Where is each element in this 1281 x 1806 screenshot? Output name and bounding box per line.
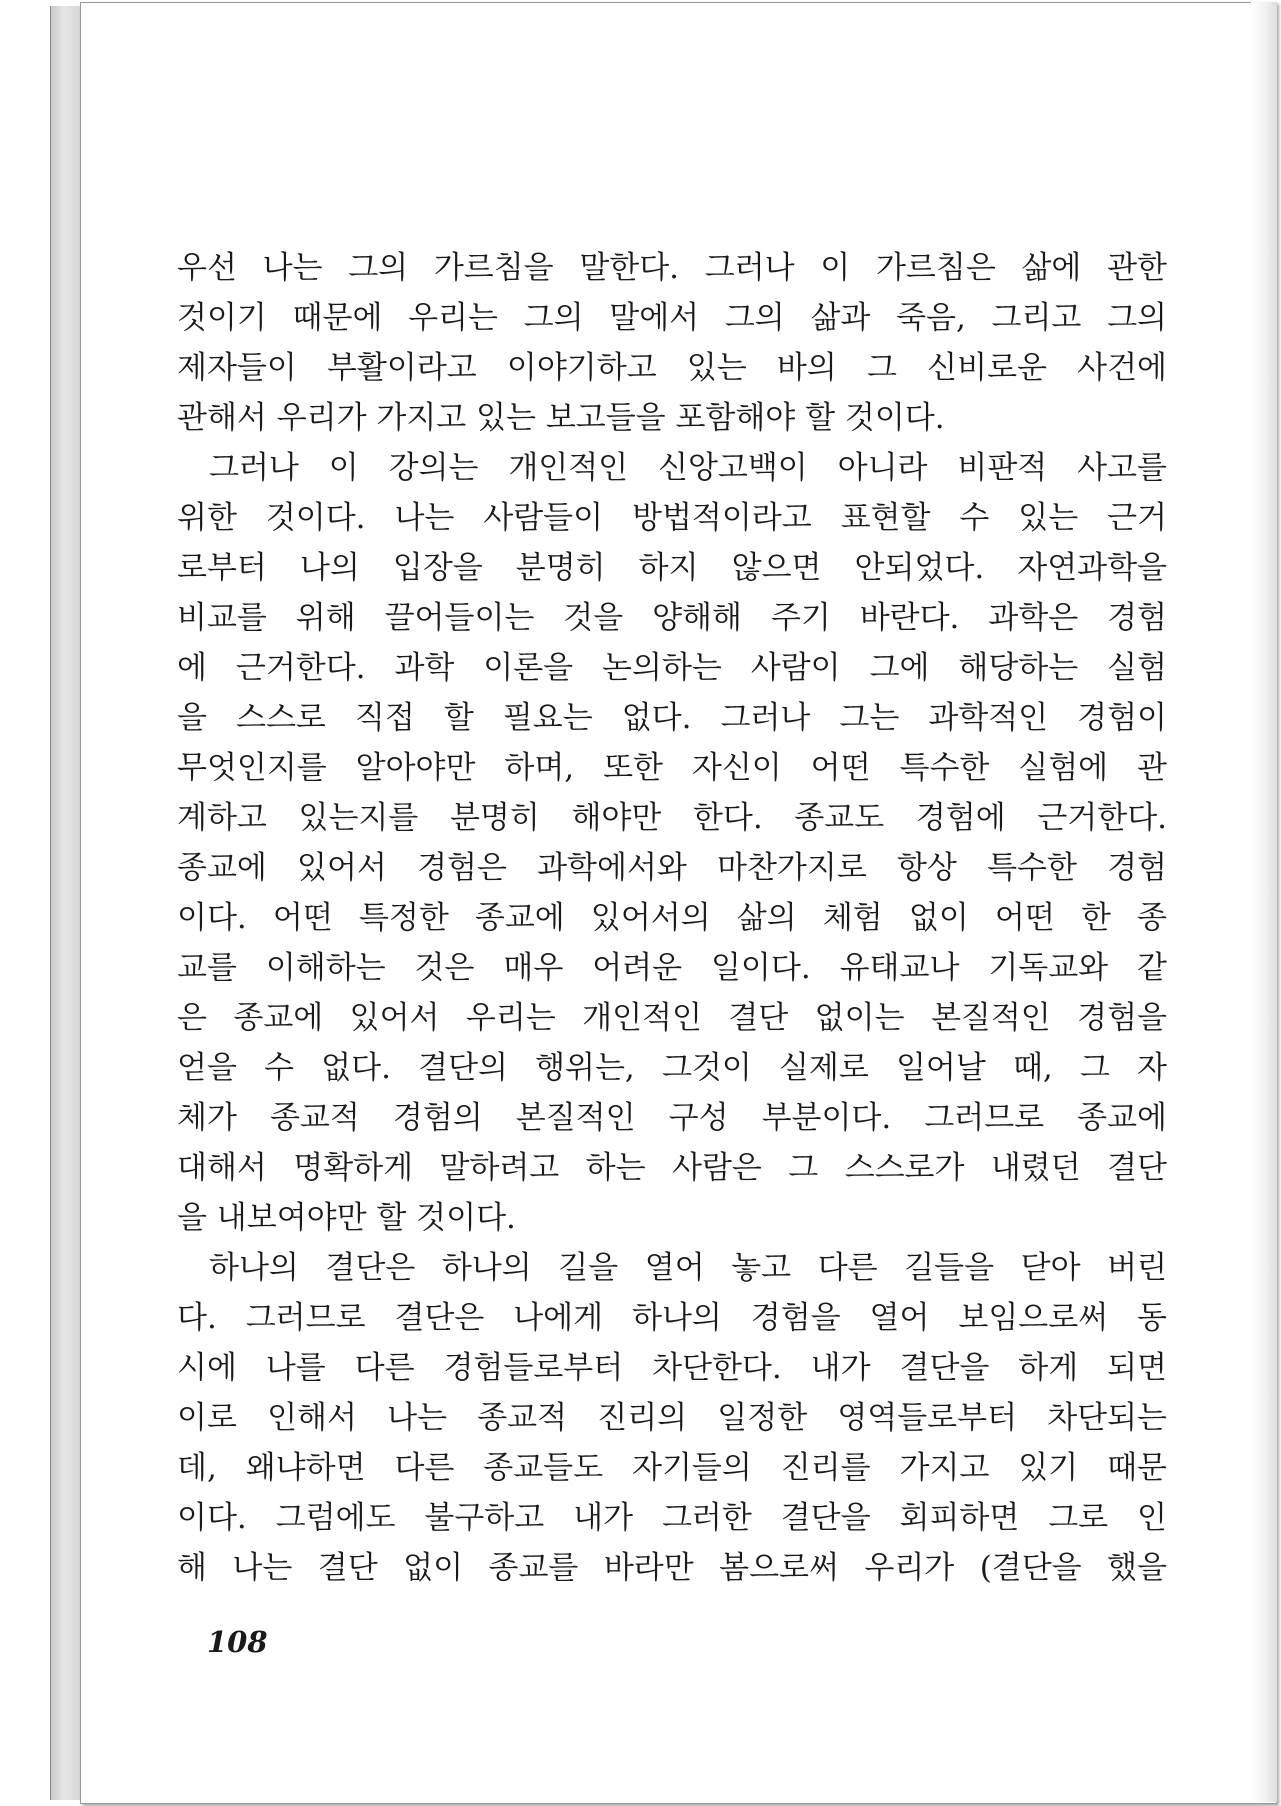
text-line: 우선 나는 그의 가르침을 말한다. 그러나 이 가르침은 삶에 관한	[177, 250, 1167, 286]
text-line: 제자들이 부활이라고 이야기하고 있는 바의 그 신비로운 사건에	[177, 350, 1167, 386]
page-curl	[1251, 2, 1277, 1802]
text-line: 교를 이해하는 것은 매우 어려운 일이다. 유태교나 기독교와 같	[177, 950, 1167, 986]
book-page	[80, 2, 1277, 1804]
text-line: 그러나 이 강의는 개인적인 신앙고백이 아니라 비판적 사고를	[209, 450, 1167, 486]
text-line: 것이기 때문에 우리는 그의 말에서 그의 삶과 죽음, 그리고 그의	[177, 300, 1167, 336]
text-line: 을 내보여야만 할 것이다.	[177, 1200, 516, 1236]
text-line: 로부터 나의 입장을 분명히 하지 않으면 안되었다. 자연과학을	[177, 550, 1167, 586]
page-edge	[50, 6, 83, 1800]
text-line: 다. 그러므로 결단은 나에게 하나의 경험을 열어 보임으로써 동	[177, 1300, 1167, 1336]
text-line: 대해서 명확하게 말하려고 하는 사람은 그 스스로가 내렸던 결단	[177, 1150, 1167, 1186]
text-line: 관해서 우리가 가지고 있는 보고들을 포함해야 할 것이다.	[177, 400, 945, 436]
body-text	[177, 243, 1167, 1593]
text-line: 이다. 그럼에도 불구하고 내가 그러한 결단을 회피하면 그로 인	[177, 1500, 1167, 1536]
text-line: 무엇인지를 알아야만 하며, 또한 자신이 어떤 특수한 실험에 관	[177, 750, 1167, 786]
text-line: 비교를 위해 끌어들이는 것을 양해해 주기 바란다. 과학은 경험	[177, 600, 1167, 636]
text-line: 위한 것이다. 나는 사람들이 방법적이라고 표현할 수 있는 근거	[177, 500, 1167, 536]
page-number: 108	[207, 1625, 268, 1659]
text-line: 체가 종교적 경험의 본질적인 구성 부분이다. 그러므로 종교에	[177, 1100, 1167, 1136]
text-line: 얻을 수 없다. 결단의 행위는, 그것이 실제로 일어날 때, 그 자	[177, 1050, 1167, 1086]
text-line: 이로 인해서 나는 종교적 진리의 일정한 영역들로부터 차단되는	[177, 1400, 1167, 1436]
text-line: 데, 왜냐하면 다른 종교들도 자기들의 진리를 가지고 있기 때문	[177, 1450, 1167, 1486]
text-line: 종교에 있어서 경험은 과학에서와 마찬가지로 항상 특수한 경험	[177, 850, 1167, 886]
text-line: 시에 나를 다른 경험들로부터 차단한다. 내가 결단을 하게 되면	[177, 1350, 1167, 1386]
text-line: 이다. 어떤 특정한 종교에 있어서의 삶의 체험 없이 어떤 한 종	[177, 900, 1167, 936]
text-line: 계하고 있는지를 분명히 해야만 한다. 종교도 경험에 근거한다.	[177, 800, 1167, 836]
text-line: 은 종교에 있어서 우리는 개인적인 결단 없이는 본질적인 경험을	[177, 1000, 1167, 1036]
text-line: 을 스스로 직접 할 필요는 없다. 그러나 그는 과학적인 경험이	[177, 700, 1167, 736]
text-line: 에 근거한다. 과학 이론을 논의하는 사람이 그에 해당하는 실험	[177, 650, 1167, 686]
text-line: 해 나는 결단 없이 종교를 바라만 봄으로써 우리가 (결단을 했을	[177, 1550, 1167, 1586]
text-line: 하나의 결단은 하나의 길을 열어 놓고 다른 길들을 닫아 버린	[209, 1250, 1167, 1286]
